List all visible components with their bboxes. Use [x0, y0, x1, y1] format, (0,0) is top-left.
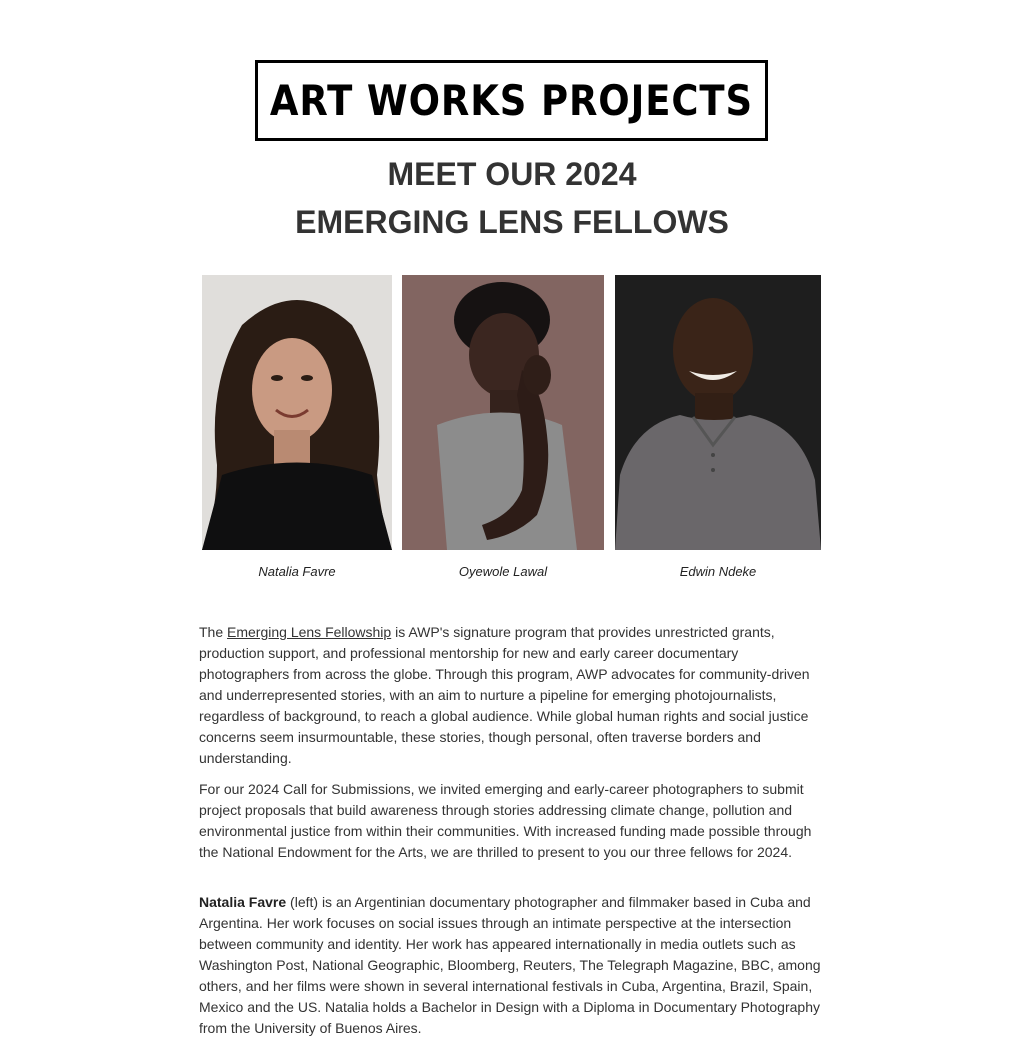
fellow-photo-edwin-ndeke: [615, 275, 821, 550]
logo[interactable]: [255, 60, 768, 141]
emerging-lens-fellowship-link[interactable]: Emerging Lens Fellowship: [227, 624, 392, 640]
logo-text: ART WORKS PROJECTS: [269, 76, 754, 125]
fellow-photo-oyewole-lawal: [402, 275, 604, 550]
fellow-caption: Oyewole Lawal: [458, 564, 548, 579]
bio-name: Natalia Favre: [199, 894, 287, 910]
fellow-caption: Edwin Ndeke: [679, 564, 757, 579]
page-title-line2: EMERGING LENS FELLOWS: [295, 204, 729, 240]
intro-prefix: The: [199, 624, 228, 640]
bio-natalia-favre: [199, 892, 829, 1039]
call-for-submissions-paragraph: For our 2024 Call for Submissions, we invited emerging and early-career photographers to submit project proposals that build awareness through stories addressing climate change, pollution and environmental justice from within their communities. With increased funding made possible through the National Endowment for the Arts, we are thrilled to present to you our three fellows for 2024.: [199, 781, 812, 860]
page-title-line1: MEET OUR 2024: [387, 156, 637, 192]
fellow-photo-natalia-favre: [202, 275, 392, 550]
bio-text: (left) is an Argentinian documentary photographer and filmmaker based in Cuba and Argentina. Her work focuses on social issues through an intimate perspective at the intersection between community and identity. Her work has appeared internationally in media outlets such as Washington Post, National Geographic, Bloomberg, Reuters, The Telegraph Magazine, BBC, among others, and her films were shown in several international festivals in Cuba, Argentina, Brazil, Spain, Mexico and the US. Natalia holds a Bachelor in Design with a Diploma in Documentary Photography from the University of Buenos Aires.: [199, 894, 821, 1036]
intro-text: is AWP's signature program that provides unrestricted grants, production support, and professional mentorship for new and early career documentary photographers from across the globe. Through this program, AWP advocates for community-driven and underrepresented stories, with an aim to nurture a pipeline for emerging photojournalists, regardless of background, to reach a global audience. While global human rights and social justice concerns seem insurmountable, these stories, though personal, often traverse borders and understanding.: [199, 624, 810, 766]
fellow-caption: Natalia Favre: [258, 564, 336, 579]
intro-paragraph: [199, 622, 829, 769]
